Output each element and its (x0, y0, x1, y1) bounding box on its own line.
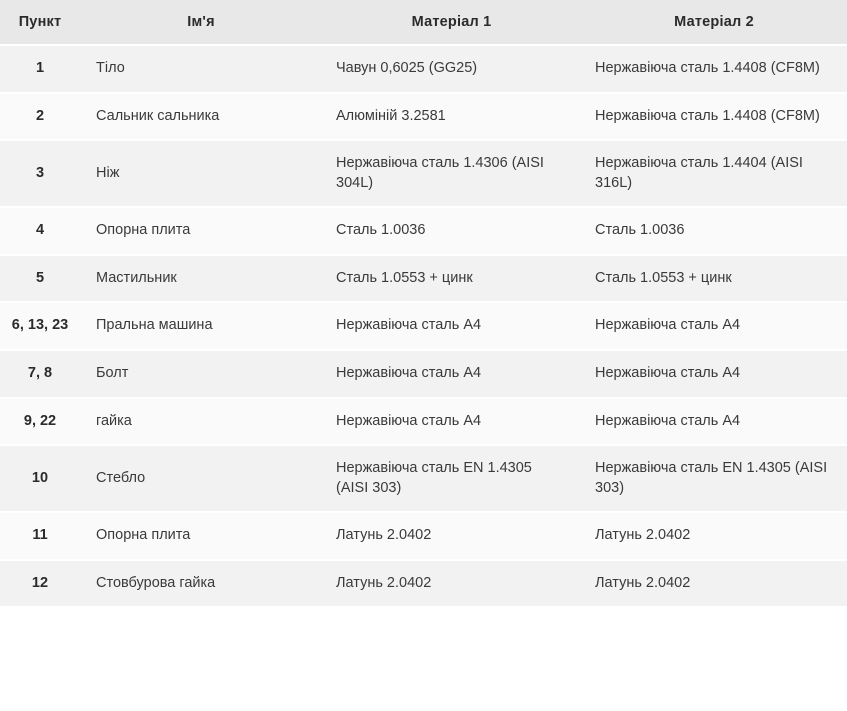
cell-material-1: Латунь 2.0402 (322, 512, 581, 560)
table-row (0, 302, 847, 350)
cell-material-1: Нержавіюча сталь EN 1.4305 (AISI 303) (322, 445, 581, 512)
cell-material-2: Нержавіюча сталь А4 (581, 302, 847, 350)
table-row (0, 207, 847, 255)
cell-material-2: Латунь 2.0402 (581, 560, 847, 608)
cell-name: Сальник сальника (80, 93, 322, 141)
cell-material-2: Сталь 1.0036 (581, 207, 847, 255)
cell-material-1: Нержавіюча сталь 1.4306 (AISI 304L) (322, 140, 581, 207)
cell-name: Тіло (80, 45, 322, 93)
cell-name: Ніж (80, 140, 322, 207)
cell-item: 2 (0, 93, 80, 141)
column-header-material-1: Матеріал 1 (322, 0, 581, 45)
cell-material-1: Нержавіюча сталь А4 (322, 350, 581, 398)
cell-name: Болт (80, 350, 322, 398)
cell-name: гайка (80, 398, 322, 446)
cell-material-1: Сталь 1.0036 (322, 207, 581, 255)
cell-name: Опорна плита (80, 207, 322, 255)
column-header-name: Ім'я (80, 0, 322, 45)
cell-item: 4 (0, 207, 80, 255)
cell-material-1: Нержавіюча сталь А4 (322, 398, 581, 446)
table-body (0, 45, 847, 607)
cell-material-2: Нержавіюча сталь А4 (581, 350, 847, 398)
cell-material-1: Чавун 0,6025 (GG25) (322, 45, 581, 93)
table-row (0, 445, 847, 512)
cell-name: Стовбурова гайка (80, 560, 322, 608)
cell-material-2: Нержавіюча сталь EN 1.4305 (AISI 303) (581, 445, 847, 512)
cell-material-2: Нержавіюча сталь 1.4408 (CF8M) (581, 93, 847, 141)
cell-item: 6, 13, 23 (0, 302, 80, 350)
cell-name: Пральна машина (80, 302, 322, 350)
cell-material-1: Алюміній 3.2581 (322, 93, 581, 141)
table-row (0, 255, 847, 303)
table-header (0, 0, 847, 45)
table-row (0, 140, 847, 207)
cell-item: 1 (0, 45, 80, 93)
table-row (0, 45, 847, 93)
cell-name: Опорна плита (80, 512, 322, 560)
cell-item: 12 (0, 560, 80, 608)
cell-material-1: Сталь 1.0553 + цинк (322, 255, 581, 303)
table-row (0, 398, 847, 446)
cell-item: 9, 22 (0, 398, 80, 446)
column-header-material-2: Матеріал 2 (581, 0, 847, 45)
cell-material-2: Нержавіюча сталь 1.4404 (AISI 316L) (581, 140, 847, 207)
cell-item: 10 (0, 445, 80, 512)
cell-item: 5 (0, 255, 80, 303)
cell-item: 3 (0, 140, 80, 207)
table-header-row (0, 0, 847, 45)
cell-material-2: Латунь 2.0402 (581, 512, 847, 560)
cell-material-2: Нержавіюча сталь 1.4408 (CF8M) (581, 45, 847, 93)
column-header-item: Пункт (0, 0, 80, 45)
cell-item: 11 (0, 512, 80, 560)
cell-name: Мастильник (80, 255, 322, 303)
cell-item: 7, 8 (0, 350, 80, 398)
table-row (0, 560, 847, 608)
table-row (0, 512, 847, 560)
table-row (0, 93, 847, 141)
cell-material-2: Нержавіюча сталь А4 (581, 398, 847, 446)
cell-material-1: Нержавіюча сталь А4 (322, 302, 581, 350)
cell-material-1: Латунь 2.0402 (322, 560, 581, 608)
cell-name: Стебло (80, 445, 322, 512)
cell-material-2: Сталь 1.0553 + цинк (581, 255, 847, 303)
table-row (0, 350, 847, 398)
